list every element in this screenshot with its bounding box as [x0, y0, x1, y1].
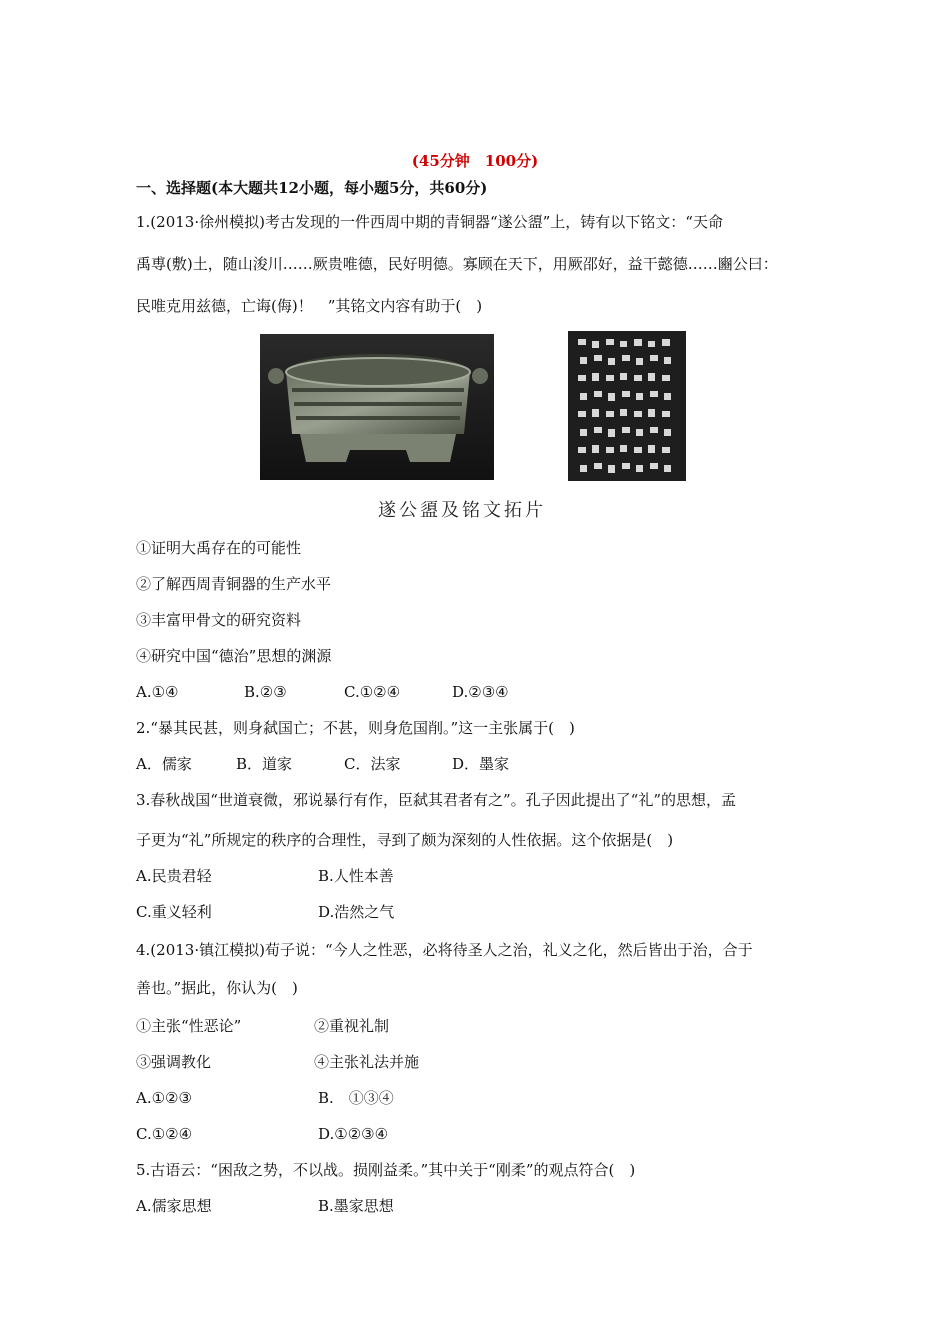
- q1-option-d: D.②③④: [452, 683, 509, 701]
- q3-stem-line2: 子更为“礼”所规定的秩序的合理性，寻到了颇为深刻的人性依据。这个依据是( ): [136, 831, 674, 849]
- q4-stem-line2: 善也。”据此，你认为( ): [136, 979, 298, 997]
- q5-option-b: B.墨家思想: [318, 1197, 394, 1215]
- q3-stem-line1: 3.春秋战国“世道衰微，邪说暴行有作，臣弑其君者有之”。孔子因此提出了“礼”的思想，孟: [136, 791, 736, 809]
- q4-item: ③强调教化: [136, 1053, 212, 1071]
- q3-option-b: B.人性本善: [318, 867, 394, 885]
- q2-stem: 2.“暴其民甚，则身弑国亡；不甚，则身危国削。”这一主张属于( ): [136, 719, 575, 737]
- q1-stem-line1: 1.(2013·徐州模拟)考古发现的一件西周中期的青铜器“遂公盨”上，铸有以下铭文：“天命: [136, 213, 723, 231]
- q4-option-d: D.①②③④: [318, 1125, 389, 1143]
- q3-option-a: A.民贵君轻: [136, 867, 212, 885]
- bronze-vessel-photo: [260, 334, 494, 480]
- q1-option-b: B.②③: [244, 683, 287, 701]
- q4-option-c: C.①②④: [136, 1125, 193, 1143]
- q1-item: ②了解西周青铜器的生产水平: [136, 575, 332, 593]
- section-title: 一、选择题(本大题共12小题，每小题5分，共60分): [136, 179, 488, 197]
- image-caption: 遂公盨及铭文拓片: [378, 500, 546, 521]
- inscription-rubbing-image: [568, 331, 686, 481]
- q4-option-a: A.①②③: [136, 1089, 192, 1107]
- q3-option-c: C.重义轻利: [136, 903, 212, 921]
- q2-option-a: A．儒家: [136, 755, 192, 773]
- q1-stem-line2: 禹尃(敷)土，随山浚川……厥贵唯德，民好明德。寡顾在天下，用厥邵好，益干懿德……豳公曰：: [136, 255, 778, 273]
- q1-option-c: C.①②④: [344, 683, 401, 701]
- q1-option-a: A.①④: [136, 683, 179, 701]
- q4-option-b: B. ①③④: [318, 1089, 394, 1107]
- q3-option-d: D.浩然之气: [318, 903, 395, 921]
- q1-item: ①证明大禹存在的可能性: [136, 539, 302, 557]
- q2-option-b: B．道家: [236, 755, 293, 773]
- q1-stem-line3: 民唯克用兹德，亡诲(侮)！ ”其铭文内容有助于( ): [136, 297, 483, 315]
- q4-item: ④主张礼法并施: [314, 1053, 420, 1071]
- q5-stem: 5.古语云：“困敌之势，不以战。损刚益柔。”其中关于“刚柔”的观点符合( ): [136, 1161, 636, 1179]
- q2-option-d: D．墨家: [452, 755, 510, 773]
- q1-item: ④研究中国“德治”思想的渊源: [136, 647, 332, 665]
- q1-item: ③丰富甲骨文的研究资料: [136, 611, 302, 629]
- q4-stem-line1: 4.(2013·镇江模拟)荀子说：“今人之性恶，必将待圣人之治，礼义之化，然后皆出于治，合于: [136, 941, 753, 959]
- time-score-header: (45分钟 100分): [411, 152, 539, 170]
- q2-option-c: C．法家: [344, 755, 401, 773]
- q4-item: ①主张“性恶论”: [136, 1017, 242, 1035]
- q4-item: ②重视礼制: [314, 1017, 390, 1035]
- q5-option-a: A.儒家思想: [136, 1197, 212, 1215]
